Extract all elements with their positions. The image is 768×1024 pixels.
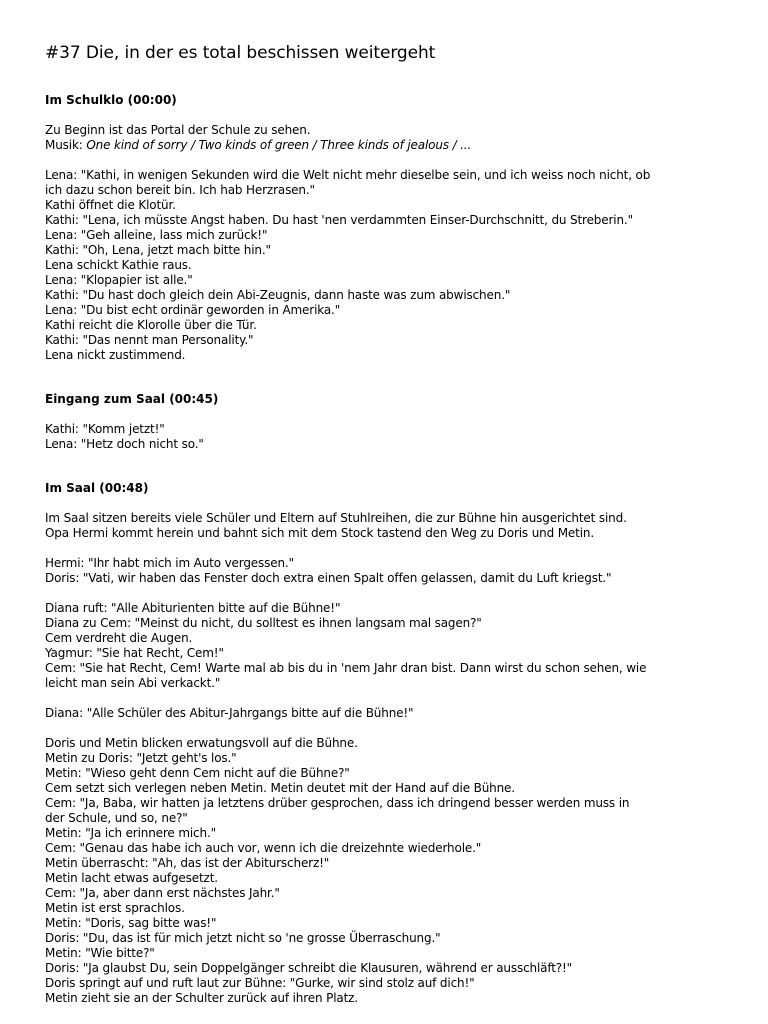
dialogue-line: Kathi: "Lena, ich müsste Angst haben. Du hast 'nen verdammten Einser-Durchschnitt, du Streberin." <box>45 213 633 227</box>
stage-direction: Im Saal sitzen bereits viele Schüler und Eltern auf Stuhlreihen, die zur Bühne hin ausgerichtet sind. <box>45 511 627 525</box>
section-heading: Im Schulklo (00:00) <box>45 93 177 107</box>
section-im-schulklo <box>45 93 735 363</box>
dialogue-line: Metin ist erst sprachlos. <box>45 901 185 915</box>
stage-direction: Zu Beginn ist das Portal der Schule zu sehen. <box>45 123 311 137</box>
paragraph <box>45 736 735 1006</box>
dialogue-line: Metin: "Ja ich erinnere mich." <box>45 826 216 840</box>
section-heading: Eingang zum Saal (00:45) <box>45 392 219 406</box>
dialogue-line: Hermi: "Ihr habt mich im Auto vergessen." <box>45 556 294 570</box>
dialogue-line: Metin: "Wie bitte?" <box>45 946 155 960</box>
dialogue-line: Lena: "Hetz doch nicht so." <box>45 437 204 451</box>
dialogue-line: Metin zu Doris: "Jetzt geht's los." <box>45 751 237 765</box>
dialogue-line: Diana ruft: "Alle Abiturienten bitte auf die Bühne!" <box>45 601 341 615</box>
dialogue-line: Yagmur: "Sie hat Recht, Cem!" <box>45 646 224 660</box>
dialogue-line: Lena schickt Kathie raus. <box>45 258 192 272</box>
dialogue-line: Cem: "Ja, aber dann erst nächstes Jahr." <box>45 886 280 900</box>
section-im-saal <box>45 481 735 1006</box>
dialogue-line: Lena: "Klopapier ist alle." <box>45 273 193 287</box>
music-line <box>45 138 735 153</box>
document-title: #37 Die, in der es total beschissen weitergeht <box>45 43 436 63</box>
dialogue-line: Kathi: "Du hast doch gleich dein Abi-Zeugnis, dann haste was zum abwischen." <box>45 288 511 302</box>
dialogue-line: Doris springt auf und ruft laut zur Bühne: "Gurke, wir sind stolz auf dich!" <box>45 976 475 990</box>
dialogue-line: Doris und Metin blicken erwatungsvoll auf die Bühne. <box>45 736 358 750</box>
paragraph <box>45 511 735 541</box>
dialogue-line: der Schule, und so, ne?" <box>45 811 188 825</box>
dialogue-block <box>45 422 735 452</box>
dialogue-line: Doris: "Du, das ist für mich jetzt nicht so 'ne grosse Überraschung." <box>45 931 441 945</box>
dialogue-line: Diana zu Cem: "Meinst du nicht, du solltest es ihnen langsam mal sagen?" <box>45 616 482 630</box>
dialogue-line: Metin überrascht: "Ah, das ist der Abiturscherz!" <box>45 856 330 870</box>
dialogue-line: Cem: "Genau das habe ich auch vor, wenn ich die dreizehnte wiederhole." <box>45 841 482 855</box>
dialogue-line: Cem verdreht die Augen. <box>45 631 193 645</box>
dialogue-line: Lena: "Geh alleine, lass mich zurück!" <box>45 228 268 242</box>
music-value: One kind of sorry / Two kinds of green / Three kinds of jealous / ... <box>86 138 472 152</box>
paragraph <box>45 556 735 586</box>
dialogue-line: Kathi: "Oh, Lena, jetzt mach bitte hin." <box>45 243 271 257</box>
dialogue-line: Diana: "Alle Schüler des Abitur-Jahrgangs bitte auf die Bühne!" <box>45 706 414 720</box>
dialogue-line: ich dazu schon bereit bin. Ich hab Herzrasen." <box>45 183 315 197</box>
dialogue-line: Lena: "Kathi, in wenigen Sekunden wird die Welt nicht mehr dieselbe sein, und ich weiss noch nicht, ob <box>45 168 651 182</box>
document-page <box>45 42 735 1006</box>
dialogue-line: Lena: "Du bist echt ordinär geworden in Amerika." <box>45 303 341 317</box>
dialogue-line: Metin: "Wieso geht denn Cem nicht auf die Bühne?" <box>45 766 350 780</box>
dialogue-line: Kathi öffnet die Klotür. <box>45 198 176 212</box>
dialogue-line: Doris: "Ja glaubst Du, sein Doppelgänger schreibt die Klausuren, während er ausschläft?!" <box>45 961 573 975</box>
dialogue-line: Kathi: "Komm jetzt!" <box>45 422 165 436</box>
section-eingang-zum-saal <box>45 392 735 452</box>
dialogue-line: Metin lacht etwas aufgesetzt. <box>45 871 218 885</box>
section-heading: Im Saal (00:48) <box>45 481 149 495</box>
stage-direction: Opa Hermi kommt herein und bahnt sich mit dem Stock tastend den Weg zu Doris und Metin. <box>45 526 595 540</box>
intro-block <box>45 123 735 153</box>
dialogue-block <box>45 168 735 363</box>
dialogue-line: Cem: "Ja, Baba, wir hatten ja letztens drüber gesprochen, dass ich dringend besser werden muss in <box>45 796 630 810</box>
dialogue-line: Metin: "Doris, sag bitte was!" <box>45 916 217 930</box>
dialogue-line: Metin zieht sie an der Schulter zurück auf ihren Platz. <box>45 991 358 1005</box>
dialogue-line: Kathi: "Das nennt man Personality." <box>45 333 254 347</box>
dialogue-line: Doris: "Vati, wir haben das Fenster doch extra einen Spalt offen gelassen, damit du Luft kriegst." <box>45 571 612 585</box>
dialogue-line: Cem: "Sie hat Recht, Cem! Warte mal ab bis du in 'nem Jahr dran bist. Dann wirst du schon sehen, wie <box>45 661 647 675</box>
dialogue-line: Lena nickt zustimmend. <box>45 348 186 362</box>
dialogue-line: Cem setzt sich verlegen neben Metin. Metin deutet mit der Hand auf die Bühne. <box>45 781 515 795</box>
music-label: Musik: <box>45 138 87 152</box>
paragraph <box>45 601 735 691</box>
dialogue-line: leicht man sein Abi verkackt." <box>45 676 221 690</box>
paragraph <box>45 706 735 721</box>
dialogue-line: Kathi reicht die Klorolle über die Tür. <box>45 318 257 332</box>
